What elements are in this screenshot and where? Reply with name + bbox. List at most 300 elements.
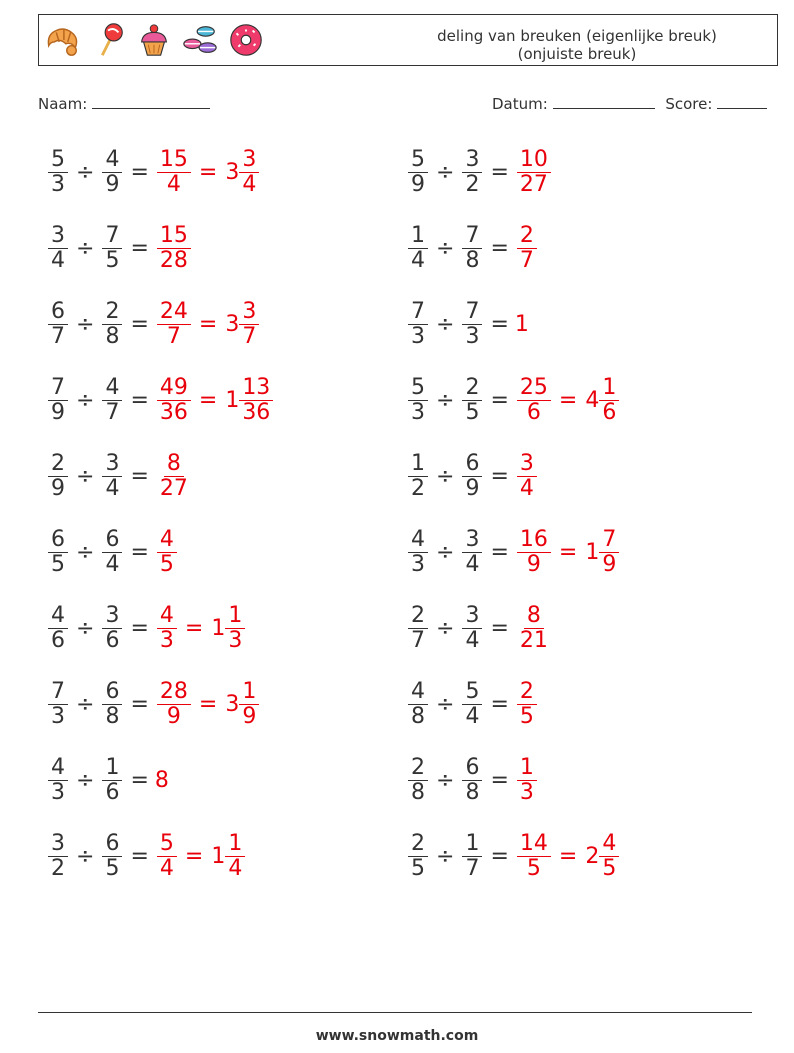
divisor-fraction [462,148,482,197]
equals-sign: = [490,615,509,641]
equals-sign: = [130,235,149,261]
problem-item [406,370,621,430]
divisor-fraction [462,224,482,273]
equals-sign: = [490,311,509,337]
footer-divider [38,1012,752,1013]
dividend-fraction [48,376,68,425]
dividend-fraction [48,452,68,501]
answer-fraction-numerator: 1 [517,756,537,781]
answer-fraction-numerator: 5 [157,832,177,857]
answer-fraction-numerator: 8 [524,604,544,629]
mixed-number-whole: 1 [585,539,600,565]
problem-item [406,218,539,278]
dividend-fraction-numerator: 5 [408,376,428,401]
dividend-fraction [48,148,68,197]
dividend-fraction-numerator: 4 [408,528,428,553]
dividend-fraction-denominator: 4 [51,247,65,273]
answer-fraction [517,224,537,273]
problem-item [46,750,169,810]
divisor-fraction-denominator: 4 [465,627,480,653]
divisor-fraction [462,376,482,425]
divisor-fraction-denominator: 7 [465,855,480,881]
date-field [492,94,767,113]
mixed-number-fraction-numerator: 1 [225,832,245,857]
mixed-number-fraction-numerator: 3 [239,148,259,173]
divide-sign: ÷ [436,539,455,565]
mixed-number-whole: 1 [211,615,226,641]
divide-sign: ÷ [436,843,455,869]
mixed-number-whole: 1 [225,387,240,413]
divisor-fraction-denominator: 5 [465,399,480,425]
mixed-number-fraction-denominator: 7 [242,323,257,349]
divisor-fraction [102,604,122,653]
name-blank[interactable] [92,94,210,109]
divisor-fraction-denominator: 6 [105,627,120,653]
divide-sign: ÷ [436,463,455,489]
answer-fraction-denominator: 27 [159,475,188,501]
dividend-fraction-numerator: 4 [48,756,68,781]
date-label: Datum: [492,95,548,113]
dividend-fraction-numerator: 3 [48,832,68,857]
divisor-fraction-numerator: 2 [102,300,122,325]
equals-sign: = [490,463,509,489]
mixed-number-fraction-numerator: 1 [239,680,259,705]
divisor-fraction-numerator: 2 [462,376,482,401]
footer-url: www.snowmath.com [315,1028,479,1044]
mixed-number-whole: 3 [225,311,240,337]
answer-fraction-numerator: 8 [164,452,184,477]
divisor-fraction [102,452,122,501]
divisor-fraction [102,300,122,349]
dividend-fraction [48,756,68,805]
header-box [38,14,778,66]
dividend-fraction-denominator: 8 [411,703,425,729]
croissant-icon [43,21,81,59]
problem-item [46,294,261,354]
problem-item [406,826,621,886]
equals-sign: = [490,159,509,185]
divide-sign: ÷ [76,311,95,337]
mixed-number-whole: 2 [585,843,600,869]
answer-fraction-denominator: 28 [159,247,188,273]
dividend-fraction [408,452,428,501]
problem-item [46,522,179,582]
mixed-number-fraction-denominator: 6 [602,399,617,425]
answer-fraction [157,832,177,881]
title-line-2: (onjuiste breuk) [517,45,637,63]
divisor-fraction [462,528,482,577]
date-blank[interactable] [553,94,655,109]
answer-fraction-numerator: 3 [517,452,537,477]
mixed-number-fraction-numerator: 13 [239,376,273,401]
answer-fraction [517,756,537,805]
problem-item [406,142,553,202]
dividend-fraction [408,148,428,197]
mixed-number-whole: 1 [211,843,226,869]
problem-item [46,674,261,734]
divisor-fraction-numerator: 6 [102,528,122,553]
mixed-number-whole: 3 [225,691,240,717]
equals-sign: = [490,691,509,717]
divisor-fraction-numerator: 6 [102,832,122,857]
problem-item [406,522,621,582]
dividend-fraction-numerator: 5 [48,148,68,173]
dividend-fraction-numerator: 1 [408,224,428,249]
mixed-number-fraction-denominator: 9 [242,703,257,729]
equals-sign: = [490,767,509,793]
divisor-fraction-numerator: 6 [462,452,482,477]
divisor-fraction-numerator: 3 [462,148,482,173]
equals-sign: = [130,539,149,565]
answer-fraction-denominator: 4 [166,171,181,197]
worksheet-title [417,27,737,63]
dividend-fraction-denominator: 7 [51,323,65,349]
dividend-fraction [408,680,428,729]
dividend-fraction-numerator: 6 [48,300,68,325]
equals-sign: = [130,615,149,641]
answer-fraction-numerator: 16 [517,528,551,553]
dividend-fraction-denominator: 5 [51,551,65,577]
dividend-fraction-denominator: 4 [411,247,425,273]
mixed-number-fraction-numerator: 1 [225,604,245,629]
divisor-fraction-numerator: 1 [462,832,482,857]
icon-row [43,21,265,59]
dividend-fraction-numerator: 2 [408,832,428,857]
problem-item [46,826,247,886]
dividend-fraction-numerator: 5 [408,148,428,173]
equals-sign: = [490,843,509,869]
answer-fraction-denominator: 7 [519,247,534,273]
mixed-number-fraction [225,832,245,881]
divisor-fraction-denominator: 4 [105,475,120,501]
dividend-fraction-denominator: 5 [411,855,425,881]
dividend-fraction-numerator: 7 [408,300,428,325]
divide-sign: ÷ [76,159,95,185]
answer-equals-sign: = [184,843,204,869]
equals-sign: = [130,843,149,869]
dividend-fraction-denominator: 6 [51,627,65,653]
problem-item [406,294,529,354]
answer-fraction [517,376,551,425]
answer-equals-sign: = [558,843,578,869]
answer-whole: 1 [514,311,529,337]
answer-fraction-denominator: 3 [519,779,534,805]
dividend-fraction-numerator: 2 [408,756,428,781]
equals-sign: = [130,691,149,717]
divisor-fraction-denominator: 2 [465,171,480,197]
divisor-fraction-numerator: 6 [102,680,122,705]
divisor-fraction [462,300,482,349]
divisor-fraction [102,680,122,729]
dividend-fraction-denominator: 3 [411,399,425,425]
answer-fraction-denominator: 9 [526,551,541,577]
lollipop-icon [89,21,127,59]
divisor-fraction-numerator: 6 [462,756,482,781]
divisor-fraction-denominator: 9 [105,171,120,197]
dividend-fraction-denominator: 3 [51,779,65,805]
divisor-fraction-numerator: 3 [462,604,482,629]
problem-item [46,142,261,202]
divisor-fraction-denominator: 6 [105,779,120,805]
divide-sign: ÷ [76,843,95,869]
answer-fraction [517,604,551,653]
answer-fraction [157,452,191,501]
dividend-fraction [48,832,68,881]
mixed-number-fraction-denominator: 5 [602,855,617,881]
answer-fraction [157,680,191,729]
answer-fraction-numerator: 14 [517,832,551,857]
dividend-fraction [408,224,428,273]
mixed-number-fraction [239,148,259,197]
answer-fraction-numerator: 15 [157,148,191,173]
mixed-number-fraction [239,376,273,425]
answer-fraction-numerator: 49 [157,376,191,401]
cupcake-icon [135,21,173,59]
dividend-fraction [48,528,68,577]
answer-fraction-numerator: 2 [517,680,537,705]
answer-fraction [517,528,551,577]
problem-item [46,218,193,278]
divisor-fraction [462,832,482,881]
answer-fraction-numerator: 15 [157,224,191,249]
divide-sign: ÷ [76,235,95,261]
answer-fraction-numerator: 25 [517,376,551,401]
divide-sign: ÷ [436,387,455,413]
divisor-fraction-numerator: 3 [102,452,122,477]
divisor-fraction [462,756,482,805]
divide-sign: ÷ [436,311,455,337]
dividend-fraction [408,300,428,349]
divisor-fraction-denominator: 3 [465,323,480,349]
problem-item [46,598,247,658]
mixed-number-fraction-denominator: 36 [242,399,271,425]
macarons-icon [181,21,219,59]
divisor-fraction-denominator: 4 [465,703,480,729]
answer-equals-sign: = [198,159,218,185]
answer-fraction-denominator: 5 [159,551,174,577]
divisor-fraction-numerator: 5 [462,680,482,705]
dividend-fraction-numerator: 4 [408,680,428,705]
dividend-fraction [408,832,428,881]
mixed-number-fraction-numerator: 1 [599,376,619,401]
answer-fraction-numerator: 28 [157,680,191,705]
divisor-fraction-denominator: 7 [105,399,120,425]
equals-sign: = [490,387,509,413]
dividend-fraction-denominator: 2 [411,475,425,501]
answer-fraction [517,680,537,729]
divisor-fraction-denominator: 5 [105,247,120,273]
problem-item [406,598,553,658]
answer-equals-sign: = [558,387,578,413]
answer-fraction [517,832,551,881]
divide-sign: ÷ [76,539,95,565]
divisor-fraction-denominator: 8 [465,779,480,805]
divisor-fraction-numerator: 7 [462,300,482,325]
answer-fraction-denominator: 7 [166,323,181,349]
mixed-number-fraction [239,680,259,729]
mixed-number-fraction-denominator: 3 [228,627,243,653]
divisor-fraction-numerator: 3 [102,604,122,629]
answer-fraction [157,148,191,197]
divisor-fraction-denominator: 4 [465,551,480,577]
mixed-number-whole: 3 [225,159,240,185]
divisor-fraction [102,148,122,197]
answer-whole: 8 [154,767,169,793]
mixed-number-fraction-denominator: 4 [228,855,243,881]
divisor-fraction [462,452,482,501]
equals-sign: = [130,387,149,413]
dividend-fraction-denominator: 3 [411,551,425,577]
answer-fraction [157,224,191,273]
problem-item [46,446,193,506]
dividend-fraction-denominator: 7 [411,627,425,653]
dividend-fraction [408,604,428,653]
equals-sign: = [130,159,149,185]
divisor-fraction [102,224,122,273]
divide-sign: ÷ [436,159,455,185]
answer-fraction-denominator: 27 [519,171,548,197]
divide-sign: ÷ [436,235,455,261]
title-line-1: deling van breuken (eigenlijke breuk) [437,27,717,45]
dividend-fraction-numerator: 6 [48,528,68,553]
divisor-fraction [102,376,122,425]
problem-item [406,750,539,810]
problem-item [406,446,539,506]
donut-icon [227,21,265,59]
dividend-fraction-denominator: 9 [411,171,425,197]
mixed-number-fraction [239,300,259,349]
divisor-fraction-denominator: 8 [105,323,120,349]
mixed-number-fraction-numerator: 7 [599,528,619,553]
divide-sign: ÷ [76,387,95,413]
dividend-fraction-denominator: 3 [411,323,425,349]
mixed-number-fraction [599,832,619,881]
mixed-number-whole: 4 [585,387,600,413]
equals-sign: = [130,767,149,793]
score-label: Score: [665,95,713,113]
divisor-fraction [102,832,122,881]
name-label: Naam: [38,95,88,113]
divide-sign: ÷ [76,615,95,641]
dividend-fraction-numerator: 3 [48,224,68,249]
answer-fraction [517,452,537,501]
mixed-number-fraction-denominator: 4 [242,171,257,197]
dividend-fraction [408,756,428,805]
answer-fraction [157,528,177,577]
divide-sign: ÷ [76,463,95,489]
dividend-fraction [48,300,68,349]
answer-fraction-denominator: 4 [519,475,534,501]
answer-fraction-numerator: 10 [517,148,551,173]
divide-sign: ÷ [76,767,95,793]
dividend-fraction-denominator: 9 [51,475,65,501]
answer-fraction-denominator: 21 [519,627,548,653]
dividend-fraction [48,680,68,729]
answer-fraction [157,300,191,349]
equals-sign: = [490,235,509,261]
answer-equals-sign: = [198,311,218,337]
answer-fraction-denominator: 3 [159,627,174,653]
answer-fraction-denominator: 6 [526,399,541,425]
equals-sign: = [130,463,149,489]
answer-fraction [157,604,177,653]
dividend-fraction-numerator: 2 [48,452,68,477]
mixed-number-fraction [599,528,619,577]
divisor-fraction-denominator: 9 [465,475,480,501]
equals-sign: = [490,539,509,565]
dividend-fraction-denominator: 8 [411,779,425,805]
mixed-number-fraction-denominator: 9 [602,551,617,577]
answer-fraction-denominator: 4 [159,855,174,881]
divisor-fraction-numerator: 3 [462,528,482,553]
divisor-fraction [462,680,482,729]
dividend-fraction-denominator: 3 [51,171,65,197]
divisor-fraction [462,604,482,653]
answer-fraction [157,376,191,425]
divisor-fraction-denominator: 8 [465,247,480,273]
equals-sign: = [130,311,149,337]
divisor-fraction [102,756,122,805]
answer-fraction-denominator: 5 [519,703,534,729]
dividend-fraction-denominator: 2 [51,855,65,881]
divide-sign: ÷ [436,767,455,793]
divisor-fraction-numerator: 7 [102,224,122,249]
dividend-fraction-numerator: 4 [48,604,68,629]
answer-fraction-denominator: 36 [159,399,188,425]
dividend-fraction-denominator: 3 [51,703,65,729]
divisor-fraction-denominator: 8 [105,703,120,729]
divide-sign: ÷ [76,691,95,717]
score-blank[interactable] [717,94,767,109]
answer-fraction [517,148,551,197]
dividend-fraction [408,376,428,425]
dividend-fraction [408,528,428,577]
answer-equals-sign: = [198,387,218,413]
mixed-number-fraction-numerator: 3 [239,300,259,325]
divisor-fraction-denominator: 5 [105,855,120,881]
divisor-fraction [102,528,122,577]
divisor-fraction-denominator: 4 [105,551,120,577]
answer-fraction-denominator: 9 [166,703,181,729]
dividend-fraction-numerator: 2 [408,604,428,629]
dividend-fraction-numerator: 1 [408,452,428,477]
dividend-fraction-denominator: 9 [51,399,65,425]
dividend-fraction-numerator: 7 [48,680,68,705]
mixed-number-fraction [225,604,245,653]
dividend-fraction-numerator: 7 [48,376,68,401]
divide-sign: ÷ [436,615,455,641]
answer-fraction-numerator: 4 [157,528,177,553]
answer-equals-sign: = [184,615,204,641]
answer-fraction-numerator: 4 [157,604,177,629]
answer-fraction-numerator: 2 [517,224,537,249]
divisor-fraction-numerator: 4 [102,148,122,173]
answer-equals-sign: = [198,691,218,717]
dividend-fraction [48,604,68,653]
mixed-number-fraction-numerator: 4 [599,832,619,857]
answer-fraction-numerator: 24 [157,300,191,325]
divisor-fraction-numerator: 1 [102,756,122,781]
answer-fraction-denominator: 5 [526,855,541,881]
divide-sign: ÷ [436,691,455,717]
answer-equals-sign: = [558,539,578,565]
divisor-fraction-numerator: 4 [102,376,122,401]
divisor-fraction-numerator: 7 [462,224,482,249]
mixed-number-fraction [599,376,619,425]
problem-item [46,370,275,430]
name-field [38,94,210,113]
problem-item [406,674,539,734]
